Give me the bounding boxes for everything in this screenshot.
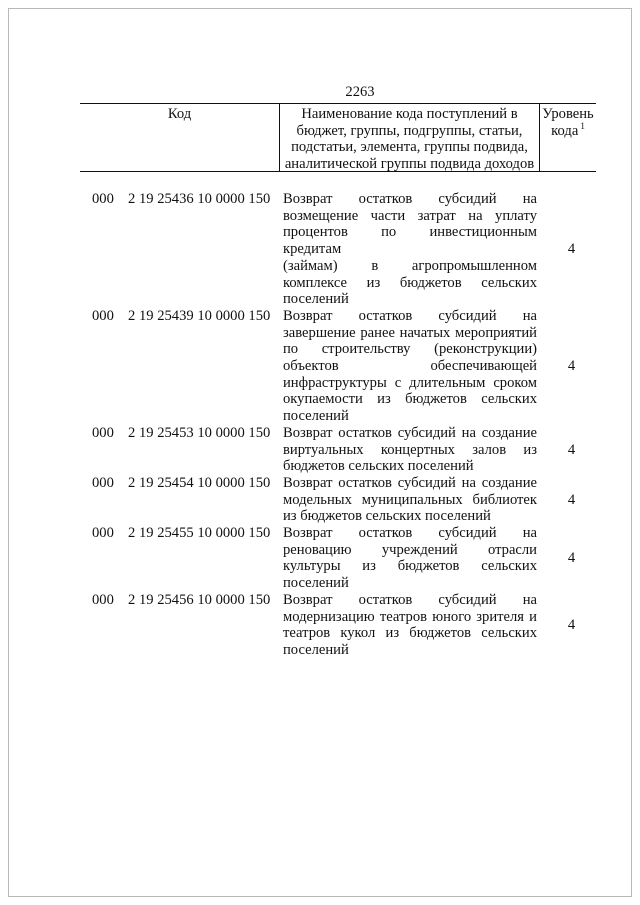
name-line: реновацию учреждений отрасли bbox=[283, 541, 537, 558]
revenue-code: 2 19 25453 10 0000 150 bbox=[128, 424, 271, 441]
admin-code: 000 bbox=[92, 191, 114, 207]
revenue-code: 2 19 25454 10 0000 150 bbox=[128, 474, 271, 491]
name-line: поселений bbox=[283, 408, 349, 425]
level-value: 4 bbox=[567, 491, 576, 508]
name-line: модельных муниципальных библиотек bbox=[283, 491, 537, 508]
name-cell bbox=[283, 592, 537, 659]
level-cell bbox=[537, 308, 596, 425]
header-name-line: аналитической группы подвида доходов bbox=[284, 156, 535, 173]
header-code: Код bbox=[80, 104, 280, 171]
name-line: возмещение части затрат на уплату bbox=[283, 207, 537, 224]
table-header bbox=[80, 103, 596, 172]
header-level bbox=[540, 104, 596, 171]
level-cell bbox=[537, 475, 596, 525]
name-line: из бюджетов сельских поселений bbox=[283, 508, 491, 525]
table-body bbox=[80, 191, 596, 659]
name-line: бюджетов сельских поселений bbox=[283, 458, 474, 475]
level-value: 4 bbox=[567, 241, 576, 258]
name-line: инфраструктуры с длительным сроком bbox=[283, 374, 537, 391]
name-line: модернизацию театров юного зрителя и bbox=[283, 608, 537, 625]
code-cell bbox=[80, 525, 280, 592]
name-line: комплексе из бюджетов сельских bbox=[283, 274, 537, 291]
name-line: по строительству (реконструкции) bbox=[283, 341, 537, 358]
name-cell bbox=[283, 425, 537, 475]
admin-code: 000 bbox=[92, 591, 114, 608]
footnote-marker: 1 bbox=[580, 120, 585, 131]
code-cell bbox=[80, 592, 280, 659]
header-level-line: Уровень bbox=[542, 106, 594, 122]
revenue-code-table bbox=[80, 103, 596, 659]
table-row bbox=[80, 475, 596, 525]
revenue-code: 2 19 25439 10 0000 150 bbox=[128, 307, 271, 324]
admin-code: 000 bbox=[92, 474, 114, 491]
name-cell bbox=[283, 191, 537, 308]
level-value: 4 bbox=[567, 358, 576, 375]
revenue-code: 2 19 25455 10 0000 150 bbox=[128, 525, 271, 542]
level-cell bbox=[537, 191, 596, 308]
header-name bbox=[280, 104, 540, 171]
name-line: виртуальных концертных залов из bbox=[283, 441, 537, 458]
revenue-code: 2 19 25436 10 0000 150 bbox=[128, 191, 271, 207]
table-row bbox=[80, 191, 596, 308]
page-number: 2263 bbox=[345, 84, 375, 100]
name-cell bbox=[283, 475, 537, 525]
level-cell bbox=[537, 425, 596, 475]
table-row bbox=[80, 525, 596, 592]
name-line: Возврат остатков субсидий на bbox=[283, 591, 537, 608]
header-level-text: кода bbox=[551, 122, 579, 139]
name-line: театров кукол из бюджетов сельских bbox=[283, 625, 537, 642]
name-line: культуры из бюджетов сельских bbox=[283, 558, 537, 575]
level-value: 4 bbox=[567, 550, 576, 567]
name-line: объектов обеспечивающей bbox=[283, 358, 537, 375]
header-name-line: бюджет, группы, подгруппы, статьи, bbox=[296, 122, 523, 139]
code-cell bbox=[80, 475, 280, 525]
code-cell bbox=[80, 308, 280, 425]
level-value: 4 bbox=[567, 616, 576, 633]
level-cell bbox=[537, 592, 596, 659]
header-name-line: Наименование кода поступлений в bbox=[301, 106, 518, 122]
level-value: 4 bbox=[567, 441, 576, 458]
revenue-code: 2 19 25456 10 0000 150 bbox=[128, 591, 271, 608]
header-name-line: подстатьи, элемента, группы подвида, bbox=[291, 139, 528, 156]
code-cell bbox=[80, 425, 280, 475]
code-cell bbox=[80, 191, 280, 308]
name-line: поселений bbox=[283, 291, 349, 308]
table-row bbox=[80, 592, 596, 659]
name-line: процентов по инвестиционным кредитам bbox=[283, 224, 537, 258]
admin-code: 000 bbox=[92, 424, 114, 441]
level-cell bbox=[537, 525, 596, 592]
name-cell bbox=[283, 525, 537, 592]
admin-code: 000 bbox=[92, 307, 114, 324]
name-line: Возврат остатков субсидий на bbox=[283, 307, 537, 324]
name-line: Возврат остатков субсидий на bbox=[283, 525, 537, 542]
header-level-line bbox=[540, 120, 596, 140]
name-line: Возврат остатков субсидий на создание bbox=[283, 474, 537, 491]
table-row bbox=[80, 425, 596, 475]
name-line: Возврат остатков субсидий на создание bbox=[283, 424, 537, 441]
name-line: (займам) в агропромышленном bbox=[283, 257, 537, 274]
name-line: поселений bbox=[283, 575, 349, 592]
table-row bbox=[80, 308, 596, 425]
admin-code: 000 bbox=[92, 525, 114, 542]
name-line: завершение ранее начатых мероприятий bbox=[283, 324, 537, 341]
name-line: окупаемости из бюджетов сельских bbox=[283, 391, 537, 408]
name-cell bbox=[283, 308, 537, 425]
name-line: поселений bbox=[283, 641, 349, 658]
name-line: Возврат остатков субсидий на bbox=[283, 191, 537, 207]
